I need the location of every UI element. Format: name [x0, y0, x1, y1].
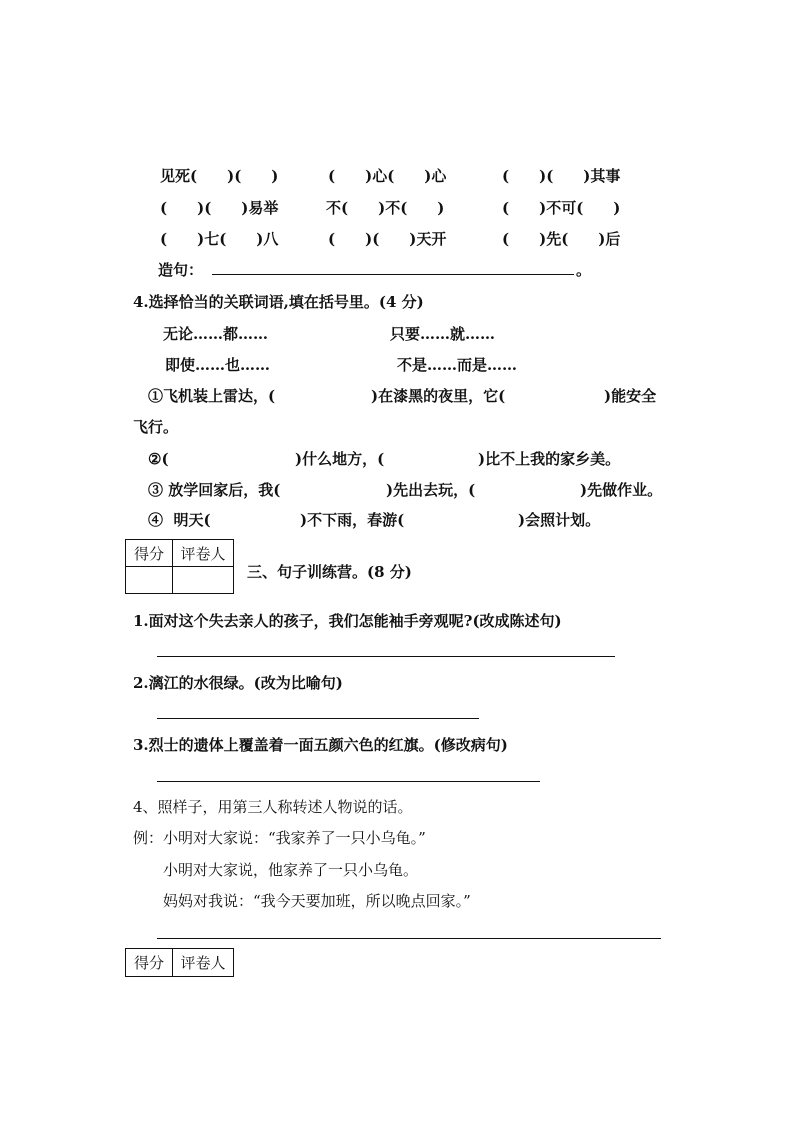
example-answer: 小明对大家说，他家养了一只小乌龟。 [163, 861, 419, 879]
idiom-1-2: ( )心( )心 [328, 167, 447, 185]
item3-part-c: )先做作业。 [580, 481, 663, 499]
item2-part-a: ②( [148, 450, 169, 468]
item3-part-a: ③ 放学回家后，我( [148, 481, 281, 499]
score-label: 得分 [126, 540, 173, 567]
item1-part-a: ①飞机装上雷达，( [148, 387, 276, 405]
idiom-1-1: 见死( )( ) [160, 167, 279, 185]
sentence-period: 。 [576, 261, 592, 279]
item1-part-c: )能安全 [604, 387, 657, 405]
item2-part-b: )什么地方，( [295, 450, 385, 468]
option-3: 即使……也…… [165, 356, 271, 374]
s3-q1: 1.面对这个失去亲人的孩子，我们怎能袖手旁观呢?(改成陈述句) [133, 612, 562, 630]
item3-part-b: )先出去玩，( [386, 481, 476, 499]
section3-title: 三、句子训练营。(8 分) [247, 563, 412, 581]
item4-part-c: )会照计划。 [518, 511, 601, 529]
q4-title: 4.选择恰当的关联词语,填在括号里。(4 分) [133, 293, 424, 311]
item1-part-b: )在漆黑的夜里，它( [371, 387, 506, 405]
grader-label: 评卷人 [173, 540, 234, 567]
item2-part-c: )比不上我的家乡美。 [478, 450, 621, 468]
option-4: 不是……而是…… [397, 356, 518, 374]
idiom-2-2: 不( )不( ) [326, 199, 445, 217]
s3-q3-answer-line[interactable] [157, 781, 540, 782]
item1-part-d: 飞行。 [133, 418, 179, 436]
option-2: 只要……就…… [390, 325, 496, 343]
score-label-2: 得分 [126, 949, 173, 977]
idiom-3-2: ( )( )天开 [328, 230, 447, 248]
sentence-answer-line[interactable] [212, 274, 574, 275]
option-1: 无论……都…… [163, 325, 269, 343]
s3-q3: 3.烈士的遗体上覆盖着一面五颜六色的红旗。(修改病句) [133, 736, 508, 754]
item4-part-b: )不下雨，春游( [300, 511, 405, 529]
s3-q2-answer-line[interactable] [157, 718, 479, 719]
example: 例：小明对大家说：“我家养了一只小乌龟。” [133, 829, 426, 847]
item4-part-a: ④ 明天( [148, 511, 211, 529]
s3-q2: 2.漓江的水很绿。(改为比喻句) [133, 674, 343, 692]
s3-q4: 4、照样子，用第三人称转述人物说的话。 [133, 798, 413, 816]
idiom-3-1: ( )七( )八 [160, 230, 279, 248]
task-answer-line[interactable] [157, 938, 661, 939]
idiom-2-1: ( )( )易举 [160, 199, 279, 217]
grader-cell[interactable] [173, 567, 234, 594]
idiom-3-3: ( )先( )后 [502, 230, 621, 248]
s3-q1-answer-line[interactable] [157, 656, 615, 657]
idiom-2-3: ( )不可( ) [502, 199, 621, 217]
score-box-2 [125, 948, 234, 977]
score-box [125, 539, 234, 594]
idiom-1-3: ( )( )其事 [502, 167, 621, 185]
sentence-label: 造句： [158, 261, 204, 279]
grader-label-2: 评卷人 [173, 949, 234, 977]
score-cell[interactable] [126, 567, 173, 594]
task-sentence: 妈妈对我说：“我今天要加班，所以晚点回家。” [163, 892, 471, 910]
